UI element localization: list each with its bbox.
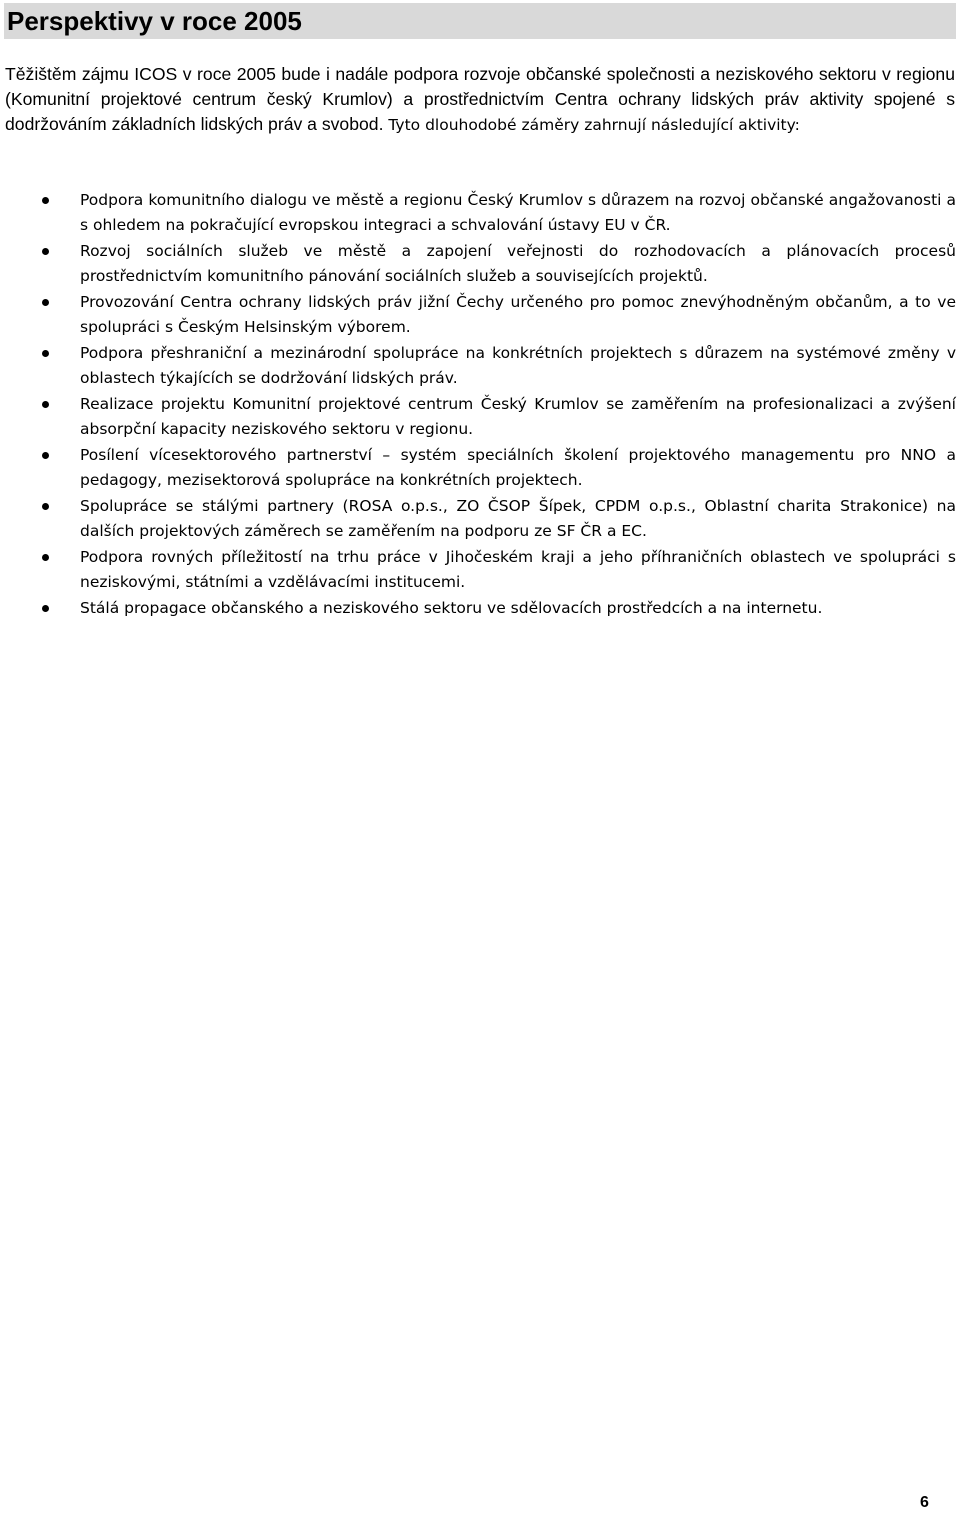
list-item xyxy=(80,443,956,493)
list-item-text: Podpora komunitního dialogu ve městě a regionu Český Krumlov s důrazem na rozvoj občanské angažovanosti a s ohledem na pokračující evropskou integraci a schvalování ústavy EU v ČR. xyxy=(80,191,956,234)
activity-list xyxy=(0,188,960,622)
intro-text-part1: Těžištěm zájmu ICOS v roce 2005 bude i nadále podpora rozvoje občanské společnosti a neziskového sektoru v regionu (Komunitní projektové centrum český Krumlov) a prostřednictvím Centra ochrany lidských práv aktivity spojené s dodržováním základních lidských práv a svobod. xyxy=(5,64,955,134)
list-item xyxy=(80,596,956,621)
page-number: 6 xyxy=(920,1494,929,1511)
list-item xyxy=(80,188,956,238)
list-item-text: Rozvoj sociálních služeb ve městě a zapojení veřejnosti do rozhodovacích a plánovacích procesů prostřednictvím komunitního pánování sociálních služeb a souvisejících projektů. xyxy=(80,242,956,285)
list-item-text: Realizace projektu Komunitní projektové centrum Český Krumlov se zaměřením na profesionalizaci a zvýšení absorpční kapacity neziskového sektoru v regionu. xyxy=(80,395,956,438)
list-item xyxy=(80,392,956,442)
list-item-text: Provozování Centra ochrany lidských práv jižní Čechy určeného pro pomoc znevýhodněným občanům, a to ve spolupráci s Českým Helsinským výborem. xyxy=(80,293,956,336)
page-title: Perspektivy v roce 2005 xyxy=(7,6,302,36)
bullet-icon xyxy=(42,197,49,204)
bullet-icon xyxy=(42,605,49,612)
bullet-icon xyxy=(42,503,49,510)
bullet-icon xyxy=(42,248,49,255)
list-item-text: Podpora přeshraniční a mezinárodní spolupráce na konkrétních projektech s důrazem na systémové změny v oblastech týkajících se dodržování lidských práv. xyxy=(80,344,956,387)
list-item xyxy=(80,545,956,595)
list-item-text: Podpora rovných příležitostí na trhu práce v Jihočeském kraji a jeho příhraničních oblastech ve spolupráci s neziskovými, státními a vzdělávacími institucemi. xyxy=(80,548,956,591)
bullet-icon xyxy=(42,452,49,459)
list-item xyxy=(80,494,956,544)
bullet-icon xyxy=(42,350,49,357)
bullet-icon xyxy=(42,299,49,306)
heading-bar xyxy=(4,3,956,39)
list-item xyxy=(80,290,956,340)
list-item-text: Spolupráce se stálými partnery (ROSA o.p.s., ZO ČSOP Šípek, CPDM o.p.s., Oblastní charita Strakonice) na dalších projektových záměrech se zaměřením na podporu ze SF ČR a EC. xyxy=(80,497,956,540)
intro-paragraph xyxy=(5,62,955,138)
bullet-icon xyxy=(42,554,49,561)
list-item-text: Posílení vícesektorového partnerství – systém speciálních školení projektového managementu pro NNO a pedagogy, mezisektorová spolupráce na konkrétních projektech. xyxy=(80,446,956,489)
intro-text-part2: Tyto dlouhodobé záměry zahrnují následující aktivity: xyxy=(388,116,800,134)
list-item xyxy=(80,341,956,391)
list-item xyxy=(80,239,956,289)
list-item-text: Stálá propagace občanského a neziskového sektoru ve sdělovacích prostředcích a na internetu. xyxy=(80,599,823,617)
bullet-icon xyxy=(42,401,49,408)
